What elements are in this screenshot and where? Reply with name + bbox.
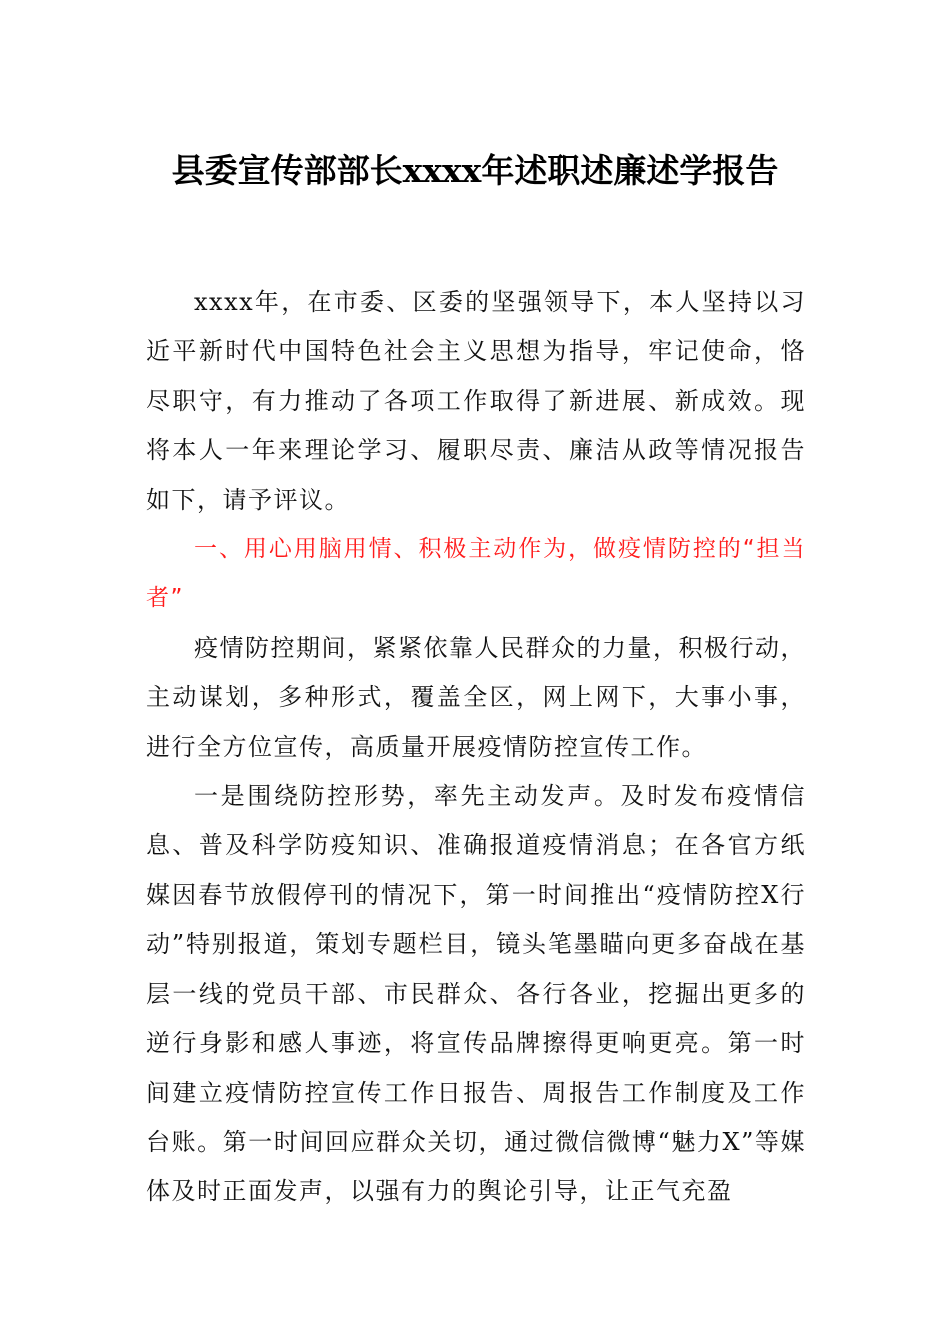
document-title: 县委宣传部部长xxxx年述职述廉述学报告 — [171, 151, 779, 190]
paragraph-section-1-overview: 疫情防控期间，紧紧依靠人民群众的力量，积极行动，主动谋划，多种形式，覆盖全区，网上网下，大事小事，进行全方位宣传，高质量开展疫情防控宣传工作。 — [146, 633, 806, 761]
paragraph-intro: xxxx年，在市委、区委的坚强领导下，本人坚持以习近平新时代中国特色社会主义思想为指导，牢记使命，恪尽职守，有力推动了各项工作取得了新进展、新成效。现将本人一年来理论学习、履职尽责、廉洁从政等情况报告如下，请予评议。 — [146, 288, 806, 514]
section-heading-1: 一、用心用脑用情、积极主动作为，做疫情防控的“担当者” — [146, 536, 806, 612]
document-body — [146, 278, 806, 1217]
paragraph-section-1-point-1: 一是围绕防控形势，率先主动发声。及时发布疫情信息、普及科学防疫知识、准确报道疫情消息；在各官方纸媒因春节放假停刊的情况下，第一时间推出“疫情防控X行动”特别报道，策划专题栏目，镜头笔墨瞄向更多奋战在基层一线的党员干部、市民群众、各行各业，挖掘出更多的逆行身影和感人事迹，将宣传品牌擦得更响更亮。第一时间建立疫情防控宣传工作日报告、周报告工作制度及工作台账。第一时间回应群众关切，通过微信微博“魅力X”等媒体及时正面发声，以强有力的舆论引导，让正气充盈 — [146, 782, 806, 1206]
